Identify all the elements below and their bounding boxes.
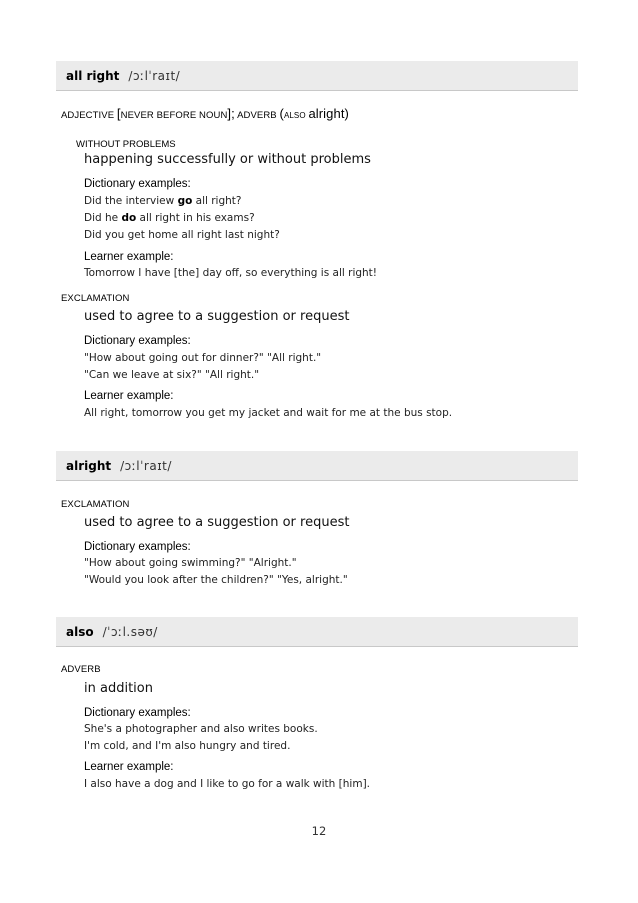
entry-also [56,617,578,647]
example-sentence: "How about going swimming?" "Alright." [84,557,297,569]
definition: used to agree to a suggestion or request [84,515,350,530]
example-sentence: "Can we leave at six?" "All right." [84,369,260,381]
example-sentence: Did you get home all right last night? [84,229,280,241]
headword: alright [66,458,112,473]
learner-example: I also have a dog and I like to go for a walk with [him]. [84,778,371,790]
dictionary-examples-label: Dictionary examples: [84,707,191,719]
headword-bar [56,61,578,91]
dictionary-examples-label: Dictionary examples: [84,178,191,190]
headword: also [66,624,94,639]
learner-example-label: Learner example: [84,251,174,263]
definition: happening successfully or without problems [84,152,371,167]
example-sentence: "How about going out for dinner?" "All right." [84,352,322,364]
dictionary-examples-label: Dictionary examples: [84,335,191,347]
pronunciation: /ˈɔːl.səʊ/ [102,624,158,639]
example-sentence: Did he do all right in his exams? [84,212,255,224]
definition: in addition [84,681,153,696]
learner-example: All right, tomorrow you get my jacket and wait for me at the bus stop. [84,407,453,419]
pronunciation: /ɔːlˈraɪt/ [120,458,172,473]
definition: used to agree to a suggestion or request [84,309,350,324]
part-of-speech-adverb: ADVERB [61,664,101,675]
example-sentence: Did the interview go all right? [84,195,242,207]
headword-bar [56,451,578,481]
part-of-speech-exclamation: EXCLAMATION [61,499,130,510]
headword-bar [56,617,578,647]
learner-example: Tomorrow I have [the] day off, so everything is all right! [84,267,378,279]
learner-example-label: Learner example: [84,761,174,773]
example-sentence: I'm cold, and I'm also hungry and tired. [84,740,291,752]
entry-alright [56,451,578,481]
dictionary-examples-label: Dictionary examples: [84,541,191,553]
example-sentence: She's a photographer and also writes books. [84,723,318,735]
learner-example-label: Learner example: [84,390,174,402]
entry-all-right [56,61,578,91]
example-sentence: "Would you look after the children?" "Yes, alright." [84,574,348,586]
guideword: WITHOUT PROBLEMS [76,139,176,150]
part-of-speech-exclamation: EXCLAMATION [61,293,130,304]
pronunciation: /ɔːlˈraɪt/ [128,68,181,83]
part-of-speech-line: ADJECTIVE [NEVER BEFORE NOUN]; ADVERB (ALSO alright) [61,106,349,121]
headword: all right [66,68,120,83]
page-number: 12 [311,824,327,838]
